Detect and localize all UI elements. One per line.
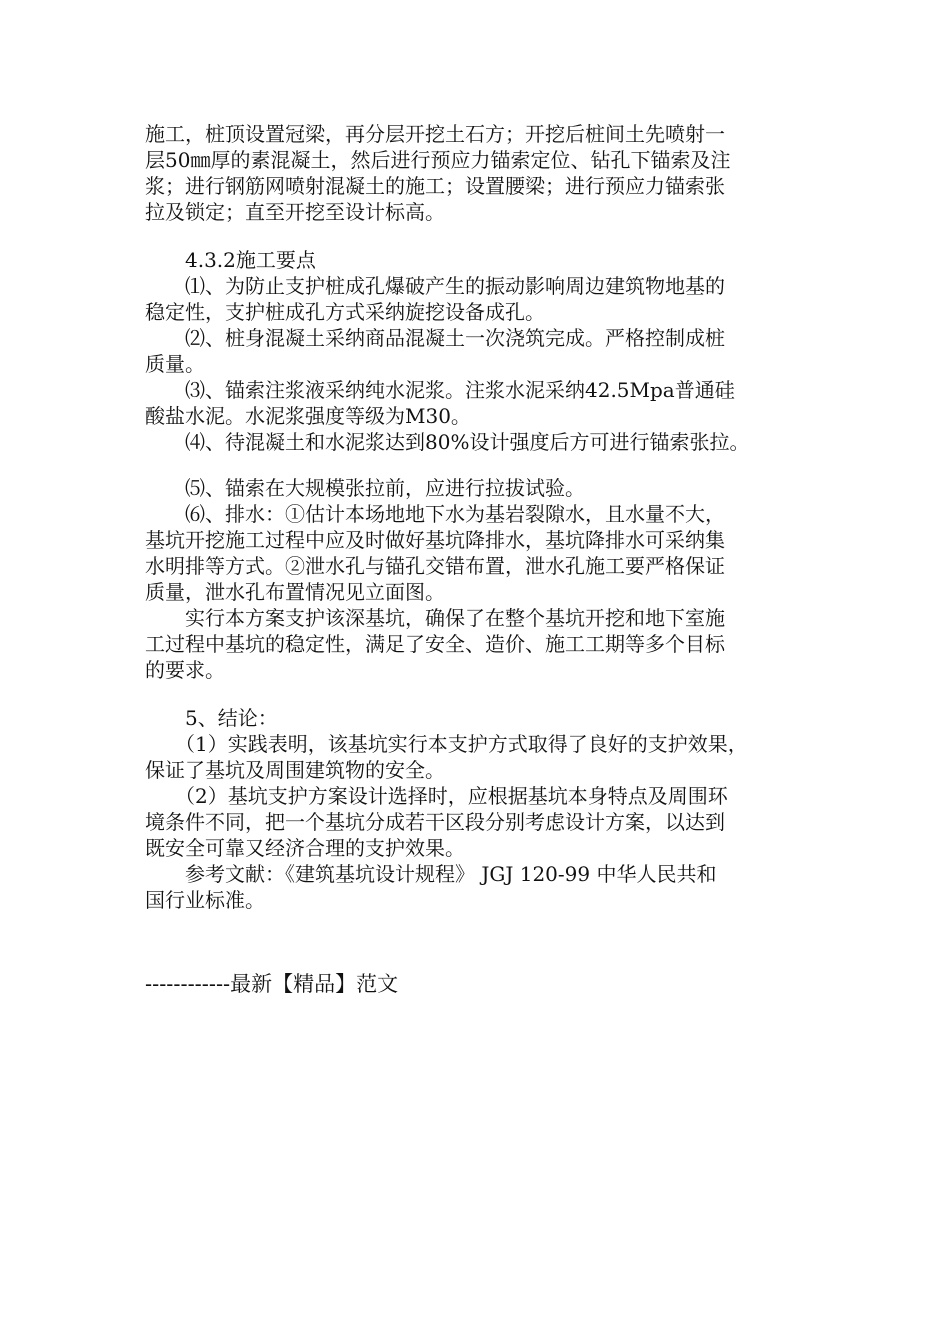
document-body bbox=[145, 121, 825, 999]
paragraph-item-3 bbox=[145, 377, 825, 429]
text-line: 保证了基坑及周围建筑物的安全。 bbox=[145, 758, 445, 782]
text-line: 水明排等方式。②泄水孔与锚孔交错布置，泄水孔施工要严格保证 bbox=[145, 554, 725, 578]
paragraph-summary bbox=[145, 605, 825, 683]
text-line: ⑵、桩身混凝土采纳商品混凝土一次浇筑完成。严格控制成桩 bbox=[145, 326, 725, 350]
text-line: 国行业标准。 bbox=[145, 888, 265, 912]
text-line: ⑶、锚索注浆液采纳纯水泥浆。注浆水泥采纳42.5Mpa普通硅 bbox=[145, 378, 735, 402]
text-line: 基坑开挖施工过程中应及时做好基坑降排水，基坑降排水可采纳集 bbox=[145, 528, 725, 552]
text-line: 质量。 bbox=[145, 352, 205, 376]
paragraph-spacer bbox=[145, 913, 825, 969]
text-line: 施工，桩顶设置冠梁，再分层开挖土石方；开挖后桩间土先喷射一 bbox=[145, 122, 725, 146]
text-line: ⑹、排水：①估计本场地地下水为基岩裂隙水，且水量不大， bbox=[145, 502, 725, 526]
text-line: 浆；进行钢筋网喷射混凝土的施工；设置腰梁；进行预应力锚索张 bbox=[145, 174, 725, 198]
section-heading-conclusion bbox=[145, 705, 825, 731]
text-line: 既安全可靠又经济合理的支护效果。 bbox=[145, 836, 465, 860]
text-line: 酸盐水泥。水泥浆强度等级为M30。 bbox=[145, 404, 471, 428]
text-line: ⑸、锚索在大规模张拉前，应进行拉拔试验。 bbox=[145, 476, 585, 500]
paragraph-item-4 bbox=[145, 429, 825, 455]
paragraph-item-6 bbox=[145, 501, 825, 605]
text-line: 境条件不同，把一个基坑分成若干区段分别考虑设计方案，以达到 bbox=[145, 810, 725, 834]
paragraph-item-1 bbox=[145, 273, 825, 325]
text-line: 实行本方案支护该深基坑，确保了在整个基坑开挖和地下室施 bbox=[145, 606, 725, 630]
paragraph-item-2 bbox=[145, 325, 825, 377]
text-line: 稳定性，支护桩成孔方式采纳旋挖设备成孔。 bbox=[145, 300, 545, 324]
paragraph-references bbox=[145, 861, 825, 913]
text-line: 的要求。 bbox=[145, 658, 225, 682]
section-heading: 4.3.2施工要点 bbox=[145, 248, 316, 272]
paragraph-conclusion-2 bbox=[145, 783, 825, 861]
paragraph-item-5 bbox=[145, 475, 825, 501]
text-line: 工过程中基坑的稳定性，满足了安全、造价、施工工期等多个目标 bbox=[145, 632, 725, 656]
paragraph-spacer bbox=[145, 225, 825, 247]
text-line: 参考文献：《建筑基坑设计规程》 JGJ 120-99 中华人民共和 bbox=[145, 862, 717, 886]
section-heading: 5、结论： bbox=[145, 706, 278, 730]
paragraph-construction-sequence bbox=[145, 121, 825, 225]
paragraph-conclusion-1 bbox=[145, 731, 825, 783]
text-line: ⑷、待混凝土和水泥浆达到80%设计强度后方可进行锚索张拉。 bbox=[145, 430, 750, 454]
paragraph-spacer bbox=[145, 683, 825, 705]
text-line: ⑴、为防止支护桩成孔爆破产生的振动影响周边建筑物地基的 bbox=[145, 274, 725, 298]
text-line: （2）基坑支护方案设计选择时，应根据基坑本身特点及周围环 bbox=[145, 784, 728, 808]
text-line: 质量，泄水孔布置情况见立面图。 bbox=[145, 580, 445, 604]
text-line: 层50㎜厚的素混凝土，然后进行预应力锚索定位、钻孔下锚索及注 bbox=[145, 148, 731, 172]
text-line: 拉及锁定；直至开挖至设计标高。 bbox=[145, 200, 445, 224]
paragraph-spacer bbox=[145, 455, 825, 475]
text-line: （1）实践表明，该基坑实行本支护方式取得了良好的支护效果， bbox=[145, 732, 748, 756]
section-heading-4-3-2 bbox=[145, 247, 825, 273]
footer-text: ------------最新【精品】范文 bbox=[145, 972, 399, 996]
